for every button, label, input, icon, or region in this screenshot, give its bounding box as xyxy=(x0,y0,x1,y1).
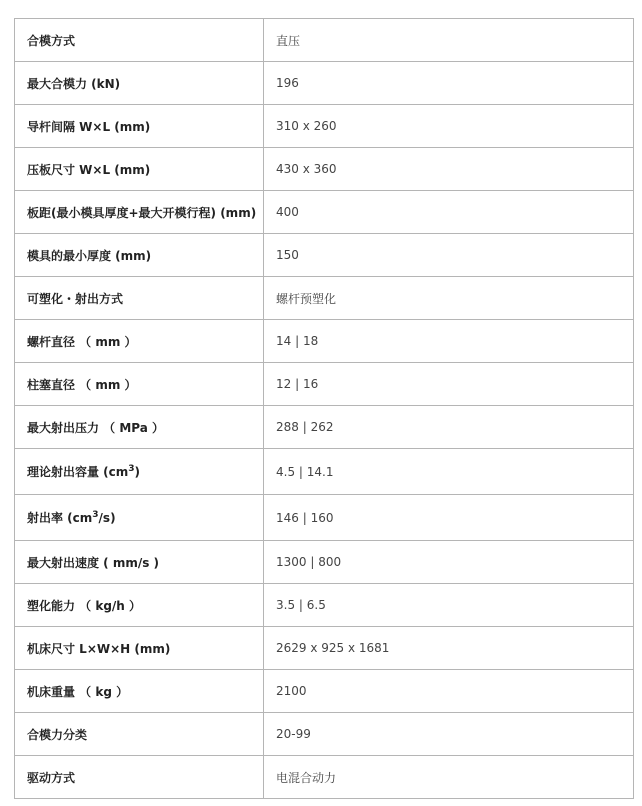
row-label: 最大合模力 (kN) xyxy=(15,62,264,105)
row-label: 机床尺寸 L×W×H (mm) xyxy=(15,627,264,670)
row-value: 400 xyxy=(264,191,634,234)
row-label: 最大射出压力 （ MPa ） xyxy=(15,406,264,449)
row-label xyxy=(15,495,264,541)
row-value: 直压 xyxy=(264,19,634,62)
table-row xyxy=(15,191,634,234)
row-label: 螺杆直径 （ mm ） xyxy=(15,320,264,363)
row-label: 导杆间隔 W×L (mm) xyxy=(15,105,264,148)
table-row xyxy=(15,670,634,713)
row-value: 150 xyxy=(264,234,634,277)
table-row xyxy=(15,756,634,799)
spec-table xyxy=(14,18,634,799)
superscript: 3 xyxy=(128,464,135,474)
row-label: 机床重量 （ kg ） xyxy=(15,670,264,713)
table-row xyxy=(15,541,634,584)
table-row xyxy=(15,19,634,62)
row-value: 310 x 260 xyxy=(264,105,634,148)
row-label: 合模力分类 xyxy=(15,713,264,756)
table-row xyxy=(15,105,634,148)
table-row xyxy=(15,62,634,105)
row-value: 4.5 | 14.1 xyxy=(264,449,634,495)
row-label: 驱动方式 xyxy=(15,756,264,799)
row-value: 螺杆预塑化 xyxy=(264,277,634,320)
table-row xyxy=(15,406,634,449)
label-text: 射出率 (cm xyxy=(27,511,93,525)
label-text: 理论射出容量 (cm xyxy=(27,465,129,479)
table-row xyxy=(15,449,634,495)
table-row xyxy=(15,277,634,320)
row-value: 3.5 | 6.5 xyxy=(264,584,634,627)
row-label: 模具的最小厚度 (mm) xyxy=(15,234,264,277)
row-label: 板距(最小模具厚度+最大开模行程) (mm) xyxy=(15,191,264,234)
table-row xyxy=(15,584,634,627)
row-value: 430 x 360 xyxy=(264,148,634,191)
row-label: 最大射出速度 ( mm/s ) xyxy=(15,541,264,584)
table-row xyxy=(15,713,634,756)
label-text: /s) xyxy=(98,511,116,525)
table-row xyxy=(15,148,634,191)
superscript: 3 xyxy=(92,510,99,520)
row-value: 1300 | 800 xyxy=(264,541,634,584)
row-value: 146 | 160 xyxy=(264,495,634,541)
table-row xyxy=(15,320,634,363)
row-label xyxy=(15,449,264,495)
label-text: ) xyxy=(134,465,141,479)
row-value: 电混合动力 xyxy=(264,756,634,799)
row-value: 196 xyxy=(264,62,634,105)
row-value: 288 | 262 xyxy=(264,406,634,449)
row-value: 2100 xyxy=(264,670,634,713)
row-label: 合模方式 xyxy=(15,19,264,62)
row-value: 20-99 xyxy=(264,713,634,756)
row-label: 可塑化・射出方式 xyxy=(15,277,264,320)
row-value: 2629 x 925 x 1681 xyxy=(264,627,634,670)
row-label: 柱塞直径 （ mm ） xyxy=(15,363,264,406)
table-row xyxy=(15,234,634,277)
row-value: 14 | 18 xyxy=(264,320,634,363)
row-label: 塑化能力 （ kg/h ） xyxy=(15,584,264,627)
table-row xyxy=(15,495,634,541)
table-row xyxy=(15,627,634,670)
row-value: 12 | 16 xyxy=(264,363,634,406)
row-label: 压板尺寸 W×L (mm) xyxy=(15,148,264,191)
table-row xyxy=(15,363,634,406)
